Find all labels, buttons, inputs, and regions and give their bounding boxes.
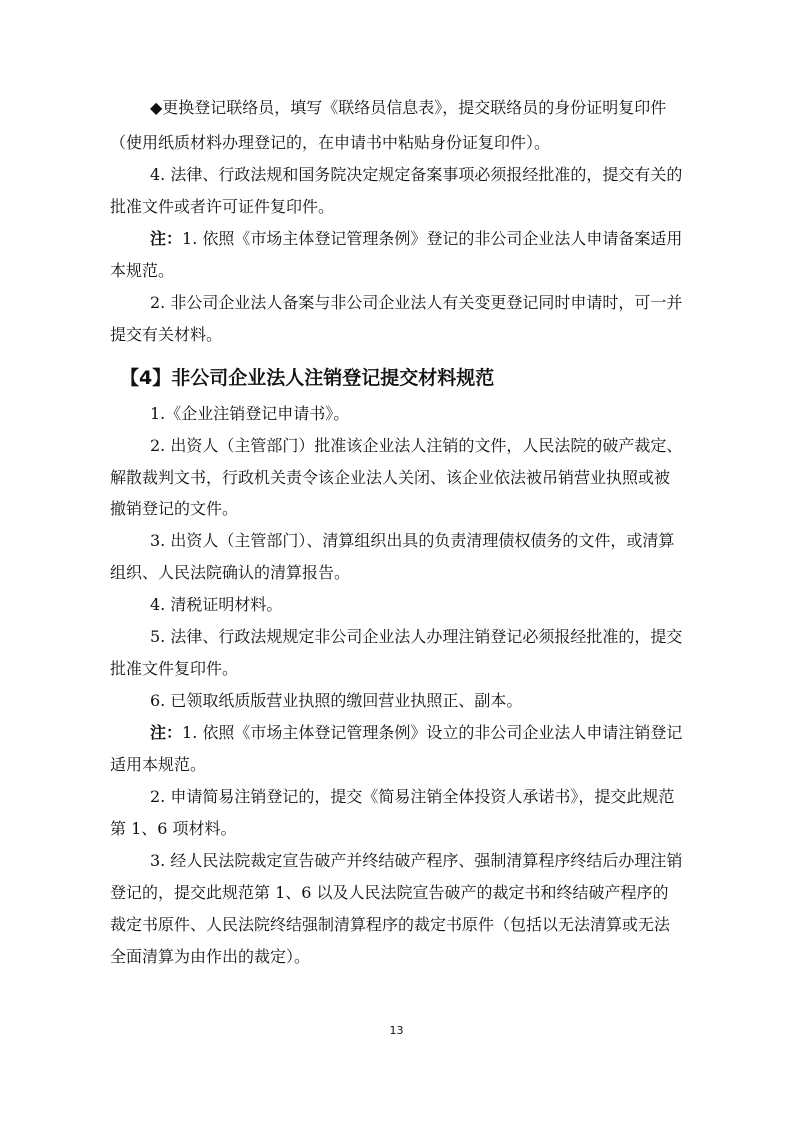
note-text: 1. 依照《市场主体登记管理条例》登记的非公司企业法人申请备案适用: [182, 229, 683, 248]
page-number: 13: [389, 1024, 404, 1037]
list-item-line: 5. 法律、行政法规规定非公司企业法人办理注销登记必须报经批准的，提交: [150, 627, 683, 646]
list-item-line: 批准文件复印件。: [110, 659, 239, 678]
bullet-item-line: （使用纸质材料办理登记的，在申请书中粘贴身份证复印件）。: [110, 133, 551, 152]
note-line: 3. 经人民法院裁定宣告破产并终结破产程序、强制清算程序终结后办理注销: [150, 851, 683, 870]
list-item-line: 6. 已领取纸质版营业执照的缴回营业执照正、副本。: [150, 691, 523, 710]
note-line: 登记的，提交此规范第 1、6 以及人民法院宣告破产的裁定书和终结破产程序的: [110, 883, 669, 902]
note-text: 1. 依照《市场主体登记管理条例》设立的非公司企业法人申请注销登记: [182, 723, 683, 742]
list-item-line: 解散裁判文书，行政机关责令该企业法人关闭、该企业依法被吊销营业执照或被: [110, 468, 671, 487]
note-line: 适用本规范。: [110, 755, 207, 774]
list-item-line: 1.《企业注销登记申请书》。: [150, 404, 350, 423]
list-item-line: 组织、人民法院确认的清算报告。: [110, 563, 351, 582]
bullet-item-line: ◆更换登记联络员，填写《联络员信息表》，提交联络员的身份证明复印件: [150, 98, 667, 117]
list-item-line: 批准文件或者许可证件复印件。: [110, 197, 335, 216]
note-label: 注：: [150, 229, 183, 248]
note-line: [150, 723, 682, 743]
note-line: 2. 非公司企业法人备案与非公司企业法人有关变更登记同时申请时，可一并: [150, 293, 683, 312]
note-line: [150, 229, 682, 249]
list-item-line: 撤销登记的文件。: [110, 499, 239, 518]
note-label: 注：: [150, 723, 183, 742]
list-item-line: 4. 清税证明材料。: [150, 595, 283, 614]
list-item-line: 4. 法律、行政法规和国务院决定规定备案事项必须报经批准的，提交有关的: [150, 165, 683, 184]
list-item-line: 2. 出资人（主管部门）批准该企业法人注销的文件，人民法院的破产裁定、: [150, 436, 683, 455]
note-line: 本规范。: [110, 261, 175, 280]
note-line: 第 1、6 项材料。: [110, 819, 237, 838]
note-line: 全面清算为由作出的裁定）。: [110, 947, 311, 966]
list-item-line: 3. 出资人（主管部门）、清算组织出具的负责清理债权债务的文件，或清算: [150, 531, 675, 550]
note-line: 2. 申请简易注销登记的，提交《简易注销全体投资人承诺书》，提交此规范: [150, 787, 675, 806]
note-line: 提交有关材料。: [110, 325, 223, 344]
note-line: 裁定书原件、人民法院终结强制清算程序的裁定书原件（包括以无法清算或无法: [110, 915, 671, 934]
section-heading: 【4】非公司企业法人注销登记提交材料规范: [120, 367, 495, 389]
